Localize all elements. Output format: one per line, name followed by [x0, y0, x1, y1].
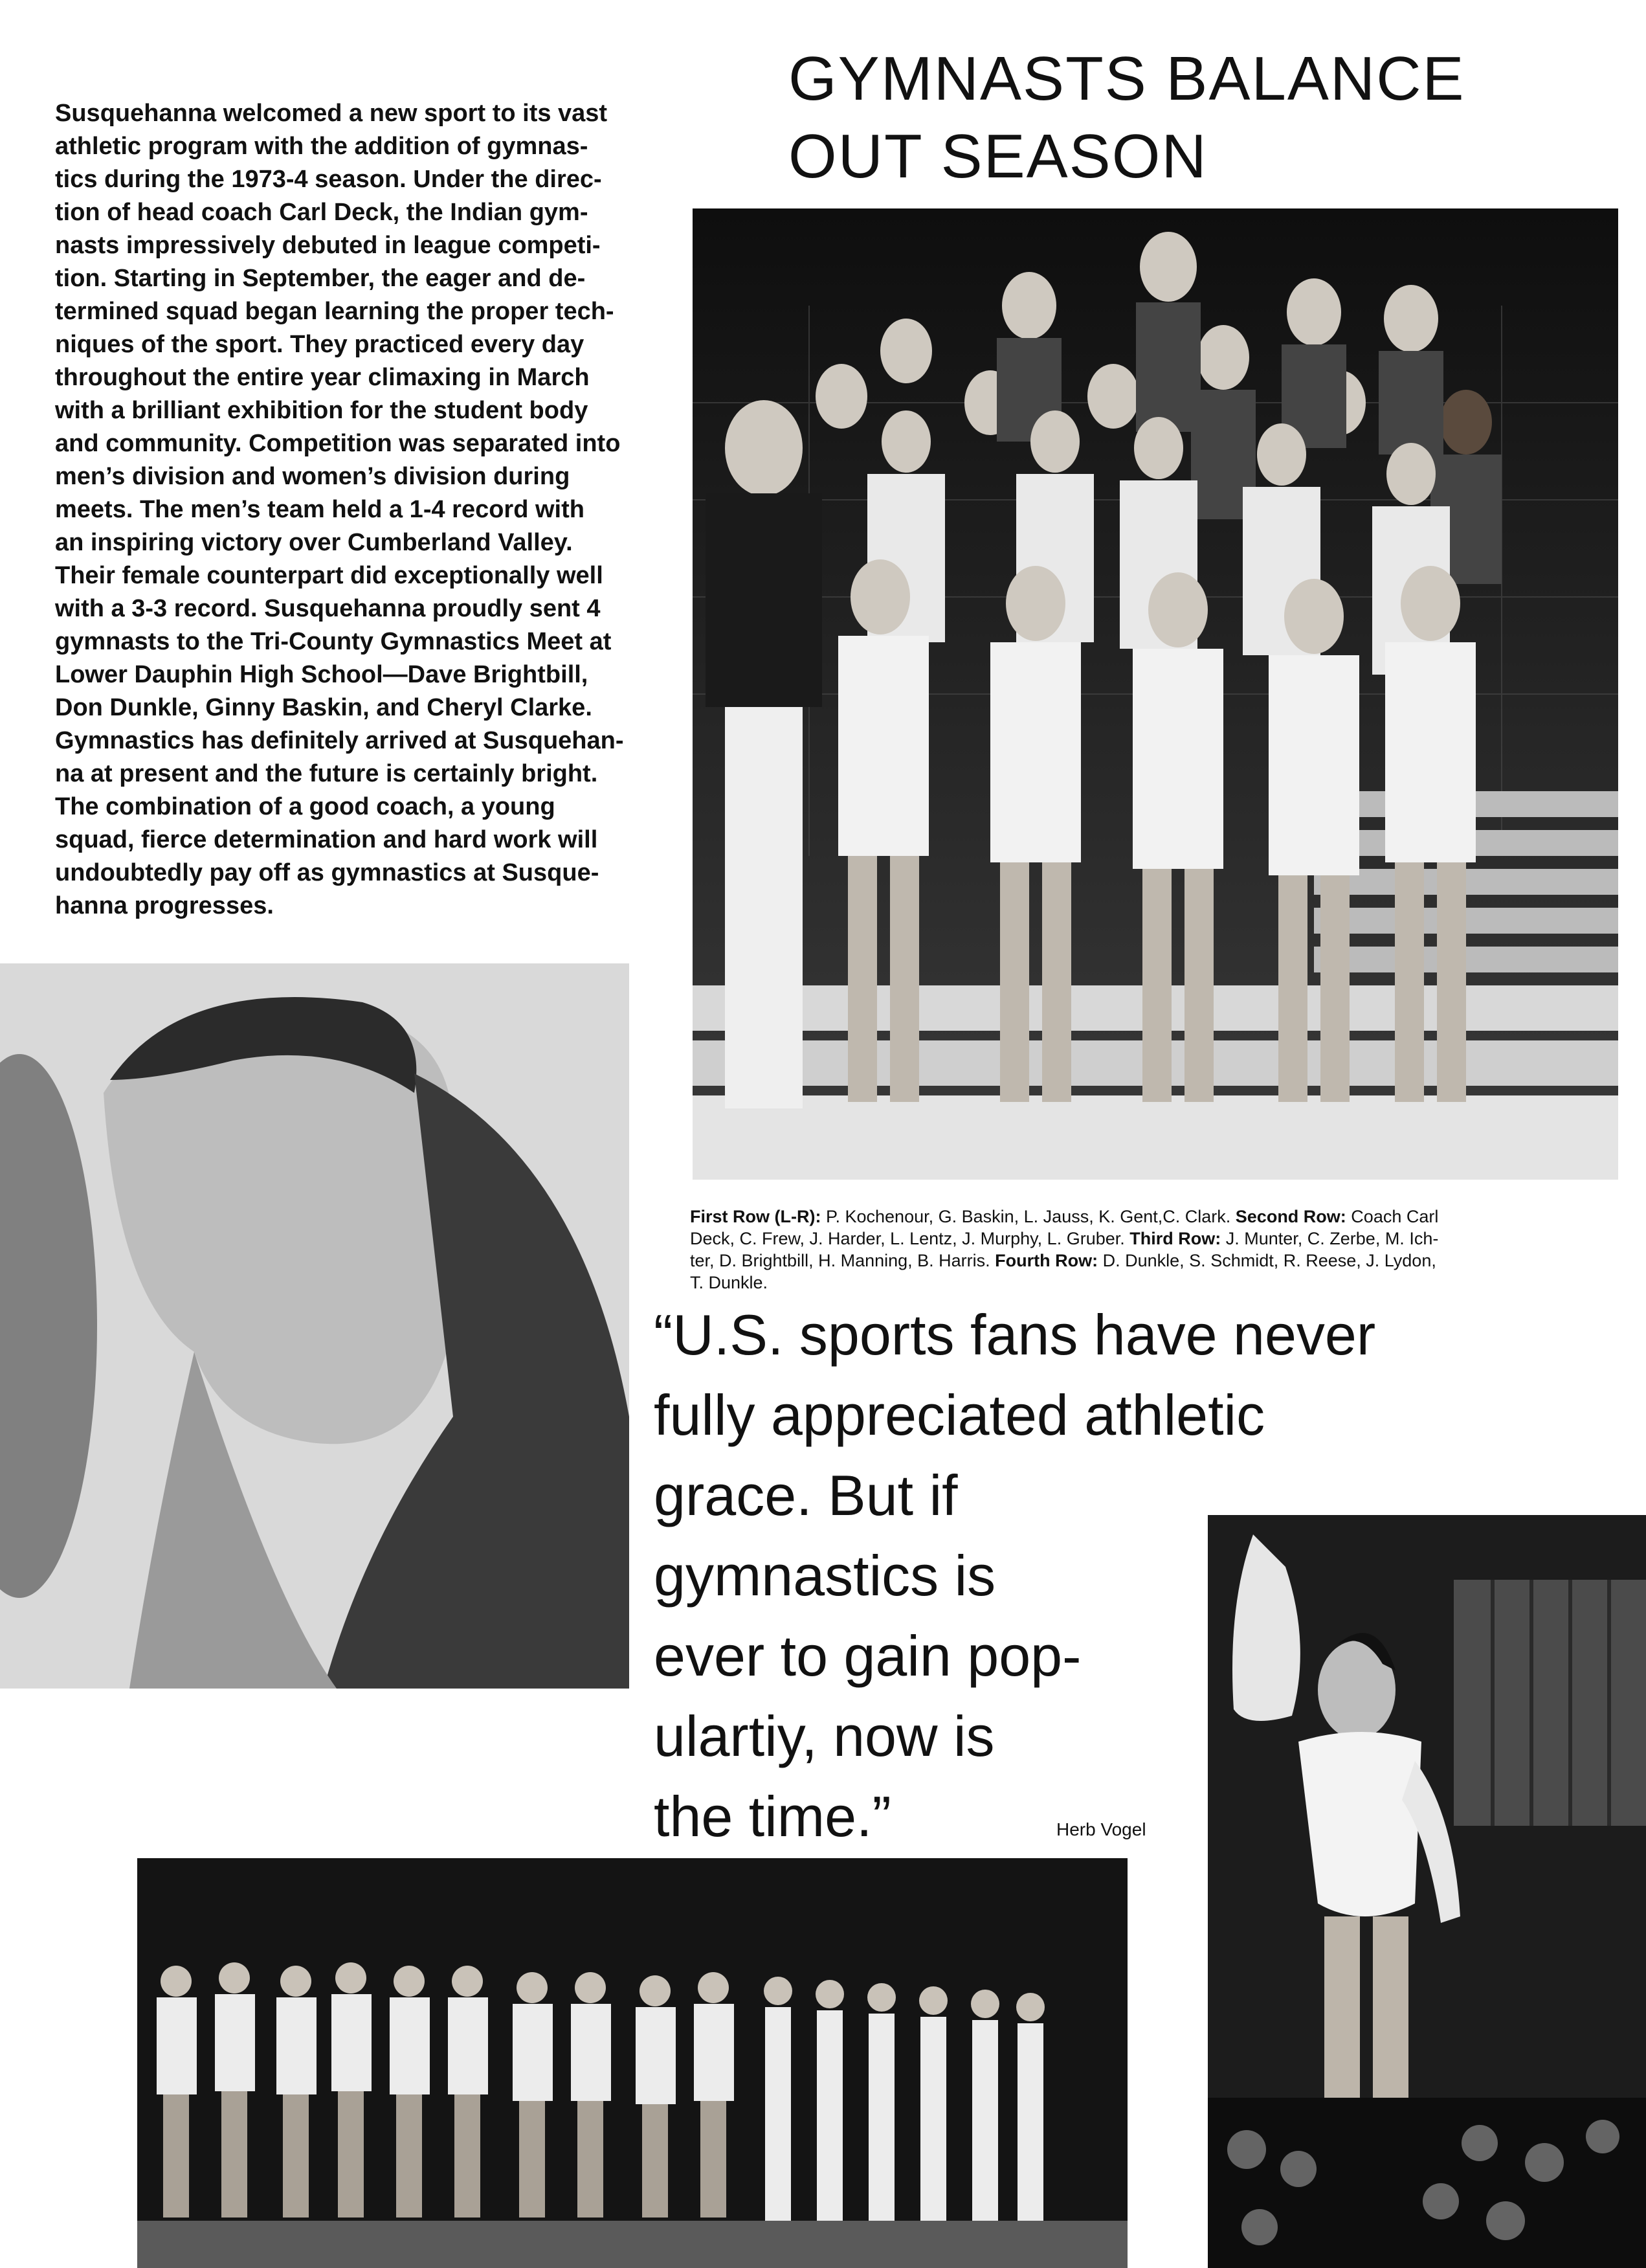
caption-line [690, 1206, 1622, 1228]
headline-line-1: GYMNASTS BALANCE [788, 44, 1465, 113]
intro-line: athletic program with the addition of gymnas- [55, 133, 588, 160]
caption-names: D. Dunkle, S. Schmidt, R. Reese, J. Lydon, [1098, 1251, 1436, 1270]
intro-line: with a brilliant exhibition for the student body [55, 397, 588, 424]
intro-line: an inspiring victory over Cumberland Valley. [55, 529, 573, 556]
intro-line: Don Dunkle, Ginny Baskin, and Cheryl Clarke. [55, 694, 592, 721]
caption-names: P. Kochenour, G. Baskin, L. Jauss, K. Gent,C. Clark. [821, 1207, 1236, 1226]
quote-line: “U.S. sports fans have never [654, 1303, 1376, 1367]
headline-line-2: OUT SEASON [788, 122, 1208, 191]
caption-row-label: Second Row: [1235, 1207, 1346, 1226]
intro-line: niques of the sport. They practiced every day [55, 331, 584, 358]
caption-line [690, 1272, 1622, 1294]
intro-line: undoubtedly pay off as gymnastics at Susque- [55, 859, 599, 886]
intro-line: termined squad began learning the proper tech- [55, 298, 614, 325]
intro-line: nasts impressively debuted in league competi- [55, 232, 601, 259]
intro-line: na at present and the future is certainly bright. [55, 760, 598, 787]
caption-names: ter, D. Brightbill, H. Manning, B. Harris. [690, 1251, 995, 1270]
intro-line: with a 3-3 record. Susquehanna proudly sent 4 [55, 595, 601, 622]
intro-line: Lower Dauphin High School—Dave Brightbill, [55, 661, 588, 688]
intro-line: Their female counterpart did exceptionally well [55, 562, 603, 589]
intro-line: tion of head coach Carl Deck, the Indian gym- [55, 199, 588, 226]
headline [788, 40, 1630, 196]
team-photo [693, 208, 1618, 1180]
intro-line: men’s division and women’s division during [55, 463, 570, 490]
intro-paragraph [55, 97, 663, 923]
caption-row-label: First Row (L-R): [690, 1207, 821, 1226]
quote-line: ever to gain pop- [654, 1624, 1082, 1688]
caption-names: T. Dunkle. [690, 1273, 768, 1292]
intro-line: The combination of a good coach, a young [55, 793, 555, 820]
quote-line: the time.” [654, 1784, 891, 1848]
caption-line [690, 1228, 1622, 1250]
intro-line: throughout the entire year climaxing in March [55, 364, 590, 391]
caption-names: J. Munter, C. Zerbe, M. Ich- [1221, 1229, 1439, 1248]
caption-line [690, 1250, 1622, 1272]
intro-line: meets. The men’s team held a 1-4 record with [55, 496, 584, 523]
beam-gymnast-photo [1208, 1515, 1646, 2268]
intro-line: tion. Starting in September, the eager and de- [55, 265, 586, 292]
intro-line: gymnasts to the Tri-County Gymnastics Meet at [55, 628, 612, 655]
quote-attribution: Herb Vogel [1056, 1819, 1146, 1839]
pull-quote [654, 1295, 1376, 1857]
team-lineup-photo [137, 1858, 1128, 2268]
team-photo-caption [690, 1206, 1622, 1294]
intro-line: hanna progresses. [55, 892, 274, 919]
caption-row-label: Third Row: [1129, 1229, 1221, 1248]
caption-names: Coach Carl [1346, 1207, 1439, 1226]
intro-line: and community. Competition was separated into [55, 430, 621, 457]
caption-names: Deck, C. Frew, J. Harder, L. Lentz, J. Murphy, L. Gruber. [690, 1229, 1130, 1248]
quote-line: grace. But if [654, 1463, 958, 1527]
intro-line: Gymnastics has definitely arrived at Susquehan- [55, 727, 624, 754]
quote-line: fully appreciated athletic [654, 1383, 1265, 1447]
intro-line: Susquehanna welcomed a new sport to its vast [55, 100, 608, 127]
intro-line: tics during the 1973-4 season. Under the direc- [55, 166, 602, 193]
coach-photo [0, 963, 629, 1689]
quote-line: ulartiy, now is [654, 1704, 995, 1768]
intro-line: squad, fierce determination and hard work will [55, 826, 598, 853]
caption-row-label: Fourth Row: [995, 1251, 1098, 1270]
quote-line: gymnastics is [654, 1544, 996, 1608]
